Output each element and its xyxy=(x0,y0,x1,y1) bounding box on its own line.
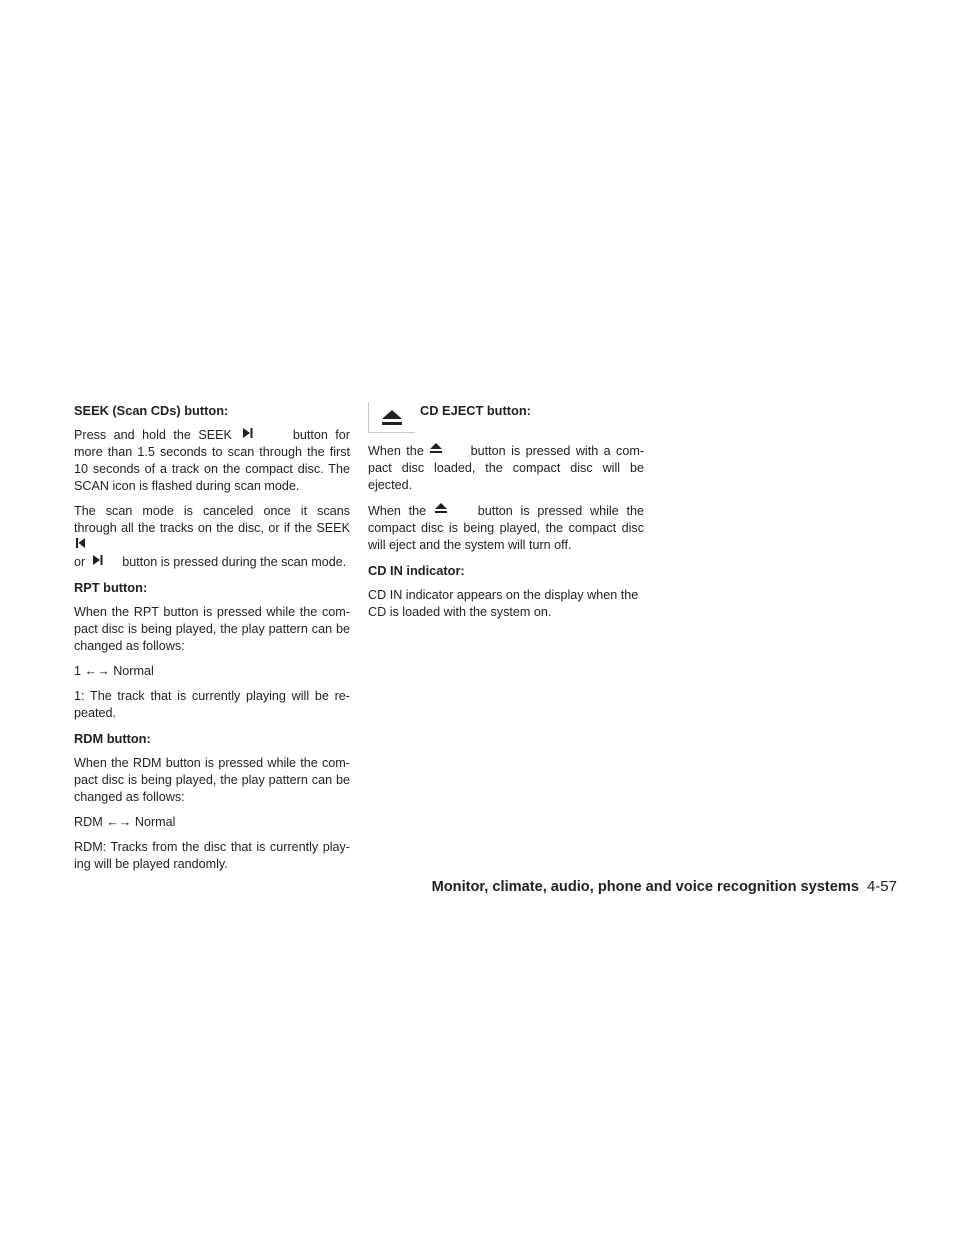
rdm-paragraph-2: RDM: Tracks from the disc that is currently play-ing will be played randomly. xyxy=(74,840,350,871)
rdm-heading: RDM button: xyxy=(74,731,151,746)
seek-paragraph-2 xyxy=(74,503,350,571)
eject-p2-text-b: button is pressed while the compact disc is being played, the compact disc will eject and the system will turn off. xyxy=(368,504,644,552)
eject-heading: CD EJECT button: xyxy=(420,403,531,418)
seek-forward-icon xyxy=(239,427,255,444)
rpt-pattern-start: 1 xyxy=(74,664,82,678)
rpt-paragraph-2: 1: The track that is currently playing will be re-peated. xyxy=(74,689,350,720)
seek-p1-text-b: button for more than 1.5 seconds to scan through the first 10 seconds of a track on the compact disc. The SCAN icon is flashed during scan mode. xyxy=(74,428,350,493)
rpt-paragraph-1: When the RPT button is pressed while the com-pact disc is being played, the play pattern can be changed as follows: xyxy=(74,605,350,653)
eject-header xyxy=(368,402,644,434)
footer-section-title: Monitor, climate, audio, phone and voice recognition systems xyxy=(431,879,859,895)
rpt-heading: RPT button: xyxy=(74,580,148,595)
left-column xyxy=(74,402,350,881)
rpt-pattern-arrow: ←→ xyxy=(84,664,110,678)
seek-forward-icon xyxy=(89,554,105,571)
rdm-pattern-start: RDM xyxy=(74,815,103,829)
rpt-pattern-end: Normal xyxy=(113,664,154,678)
seek-p2-text-b: or xyxy=(74,555,86,569)
cdin-paragraph: CD IN indicator appears on the display when the CD is loaded with the system on. xyxy=(368,588,639,619)
eject-p1-text-b: button is pressed with a com-pact disc loaded, the compact disc will be ejected. xyxy=(368,444,645,492)
page-number: 4-57 xyxy=(866,878,897,895)
rdm-pattern-end: Normal xyxy=(134,815,176,829)
eject-paragraph-2 xyxy=(368,502,644,554)
seek-p2-text-a: The scan mode is canceled once it scans through all the tracks on the disc, or if the SEEK xyxy=(74,504,350,535)
rdm-pattern-arrow: ←→ xyxy=(106,815,132,829)
eject-icon-box xyxy=(368,402,415,433)
eject-p2-text-a: When the xyxy=(368,504,427,518)
eject-p1-text-a: When the xyxy=(368,444,424,458)
seek-p1-text-a: Press and hold the SEEK xyxy=(74,428,232,442)
eject-paragraph-1 xyxy=(368,442,644,494)
right-column xyxy=(368,442,644,629)
rdm-paragraph-1: When the RDM button is pressed while the com-pact disc is being played, the play pattern can be changed as follows: xyxy=(74,756,350,804)
eject-icon xyxy=(429,442,443,460)
page-footer xyxy=(432,878,897,896)
eject-icon xyxy=(380,409,404,427)
seek-heading: SEEK (Scan CDs) button: xyxy=(74,403,229,418)
rpt-pattern xyxy=(74,663,350,680)
cdin-heading: CD IN indicator: xyxy=(368,563,465,578)
seek-back-icon xyxy=(74,537,90,554)
rdm-pattern xyxy=(74,814,350,831)
seek-paragraph-1 xyxy=(74,427,350,495)
seek-p2-text-c: button is pressed during the scan mode. xyxy=(122,555,347,569)
eject-icon xyxy=(434,502,448,520)
